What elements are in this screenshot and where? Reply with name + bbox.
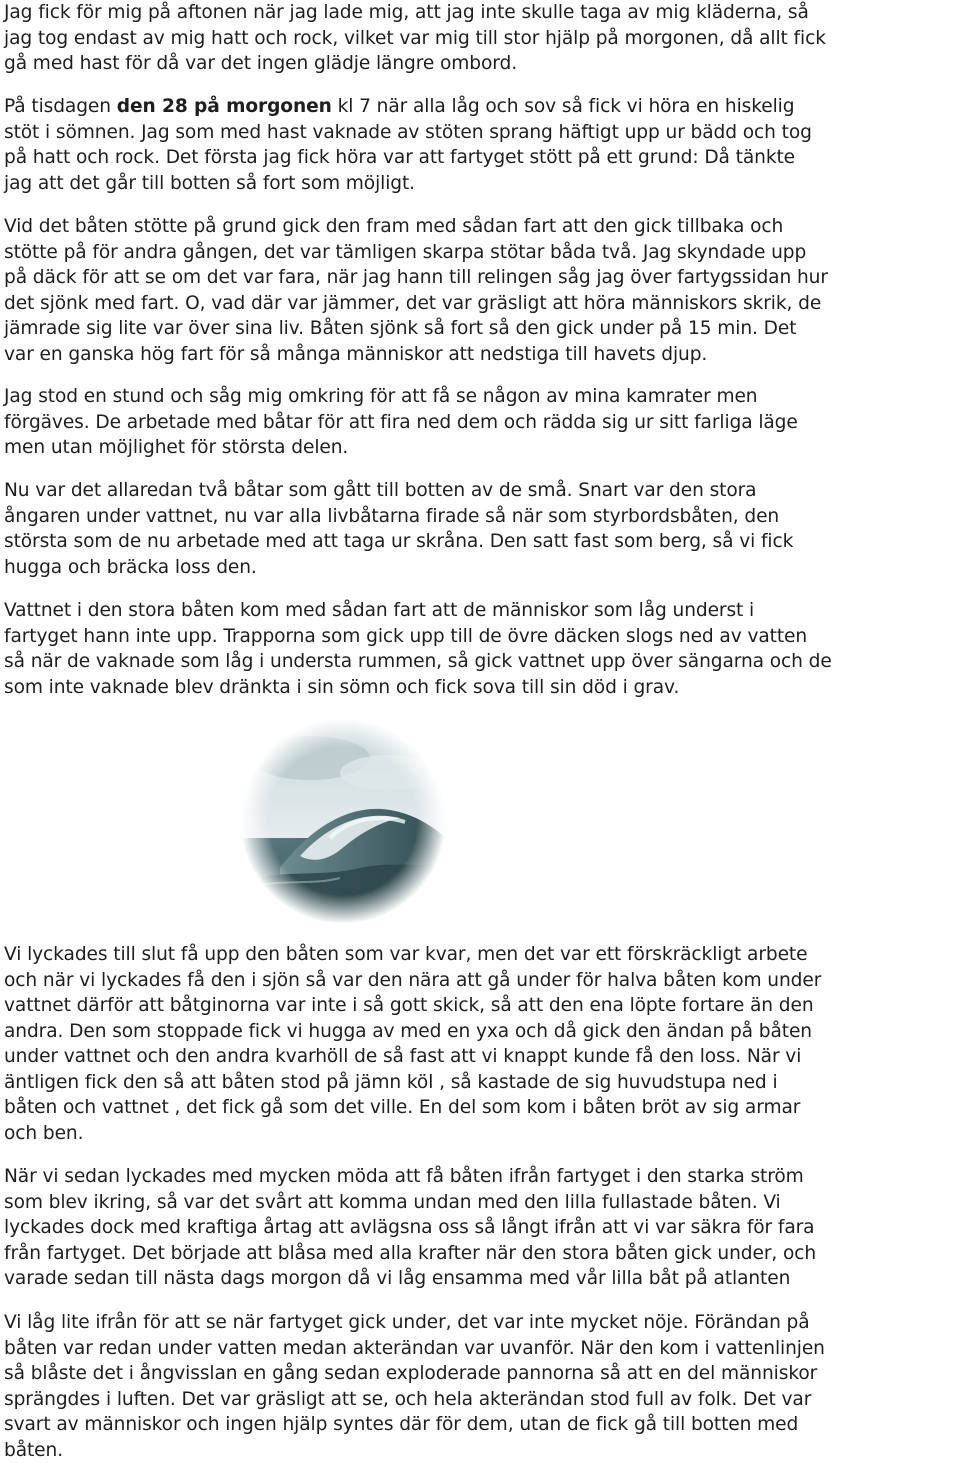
text-line: under vattnet och den andra kvarhöll de så fast att vi knappt kunde få den loss. När vi xyxy=(4,1044,958,1070)
paragraph-7 xyxy=(4,942,958,1146)
paragraph-1 xyxy=(4,0,958,77)
text-line: båten. xyxy=(4,1438,958,1463)
text-line: fartyget hann inte upp. Trapporna som gick upp till de övre däcken slogs ned av vatten xyxy=(4,624,958,650)
text-line: vattnet därför att båtginorna var inte i så gott skick, så att den ena löpte fortare än den xyxy=(4,993,958,1019)
text-line: ångaren under vattnet, nu var alla livbåtarna firade så när som styrbordsbåten, den xyxy=(4,504,958,530)
text-line: jag att det går till botten så fort som möjligt. xyxy=(4,171,958,197)
text-line: lyckades dock med kraftiga årtag att avlägsna oss så långt ifrån att vi var säkra för fara xyxy=(4,1215,958,1241)
text-line: jämrade sig lite var över sina liv. Båten sjönk så fort så den gick under på 15 min. Det xyxy=(4,316,958,342)
text-line: Nu var det allaredan två båtar som gått till botten av de små. Snart var den stora xyxy=(4,478,958,504)
text-line: så när de vaknade som låg i understa rummen, så gick vattnet upp över sängarna och de xyxy=(4,649,958,675)
text-line: äntligen fick den så att båten stod på jämn köl , så kastade de sig huvudstupa ned i xyxy=(4,1070,958,1096)
paragraph-5 xyxy=(4,478,958,580)
text-line: Vi lyckades till slut få upp den båten som var kvar, men det var ett förskräckligt arbete xyxy=(4,942,958,968)
text-line: från fartyget. Det började att blåsa med alla krafter när den stora båten gick under, och xyxy=(4,1241,958,1267)
text-line: Jag fick för mig på aftonen när jag lade mig, att jag inte skulle taga av mig kläderna, så xyxy=(4,0,958,26)
text-line: och ben. xyxy=(4,1121,958,1147)
text-line: var en ganska hög fart för så många människor att nedstiga till havets djup. xyxy=(4,342,958,368)
text-line: gå med hast för då var det ingen glädje längre ombord. xyxy=(4,51,958,77)
text-line: på hatt och rock. Det första jag fick höra var att fartyget stött på ett grund: Då tänkte xyxy=(4,145,958,171)
text-line: jag tog endast av mig hatt och rock, vilket var mig till stor hjälp på morgonen, då allt fick xyxy=(4,26,958,52)
text-line: båten var redan under vatten medan akterändan var uvanför. När den kom i vattenlinjen xyxy=(4,1336,958,1362)
text-line: största som de nu arbetade med att taga ur skråna. Den satt fast som berg, så vi fick xyxy=(4,529,958,555)
text-line: som blev ikring, så var det svårt att komma undan med den lilla fullastade båten. Vi xyxy=(4,1190,958,1216)
text-line: Vattnet i den stora båten kom med sådan fart att de människor som låg underst i xyxy=(4,598,958,624)
paragraph-3 xyxy=(4,214,958,367)
text-line: det sjönk med fart. O, vad där var jämmer, det var gräsligt att höra människors skrik, de xyxy=(4,291,958,317)
text-run: På tisdagen xyxy=(4,96,117,117)
paragraph-8 xyxy=(4,1164,958,1292)
text-line: båten och vattnet , det fick gå som det ville. En del som kom i båten bröt av sig armar xyxy=(4,1095,958,1121)
text-line: andra. Den som stoppade fick vi hugga av med en yxa och då gick den ändan på båten xyxy=(4,1019,958,1045)
text-line: som inte vaknade blev dränkta i sin sömn och fick sova till sin död i grav. xyxy=(4,675,958,701)
text-line: När vi sedan lyckades med mycken möda att få båten ifrån fartyget i den starka ström xyxy=(4,1164,958,1190)
text-line: varade sedan till nästa dags morgon då vi låg ensamma med vår lilla båt på atlanten xyxy=(4,1266,958,1292)
text-line: Vid det båten stötte på grund gick den fram med sådan fart att den gick tillbaka och xyxy=(4,214,958,240)
bold-date-phrase: den 28 på morgonen xyxy=(117,96,332,117)
text-run: kl 7 när alla låg och sov så fick vi höra en hiskelig xyxy=(332,96,795,117)
text-line xyxy=(4,94,958,120)
text-line: svart av människor och ingen hjälp syntes där för dem, utan de fick gå till botten med xyxy=(4,1412,958,1438)
ocean-wave-vignette-icon xyxy=(240,718,446,924)
text-line: stötte på för andra gången, det var tämligen skarpa stötar båda två. Jag skyndade upp xyxy=(4,240,958,266)
paragraph-4 xyxy=(4,384,958,461)
text-line: hugga och bräcka loss den. xyxy=(4,555,958,581)
text-line: sprängdes i luften. Det var gräsligt att se, och hela akterändan stod full av folk. Det var xyxy=(4,1387,958,1413)
text-line: på däck för att se om det var fara, när jag hann till relingen såg jag över fartygssidan hur xyxy=(4,265,958,291)
text-line: Vi låg lite ifrån för att se när fartyget gick under, det var inte mycket nöje. Förändan på xyxy=(4,1310,958,1336)
text-line: och när vi lyckades få den i sjön så var den nära att gå under för halva båten kom under xyxy=(4,968,958,994)
paragraph-6 xyxy=(4,598,958,700)
paragraph-9 xyxy=(4,1310,958,1463)
text-line: förgäves. De arbetade med båtar för att fira ned dem och rädda sig ur sitt farliga läge xyxy=(4,410,958,436)
text-line: Jag stod en stund och såg mig omkring för att få se någon av mina kamrater men xyxy=(4,384,958,410)
text-line: men utan möjlighet för största delen. xyxy=(4,435,958,461)
text-line: stöt i sömnen. Jag som med hast vaknade av stöten sprang häftigt upp ur bädd och tog xyxy=(4,120,958,146)
paragraph-2 xyxy=(4,94,958,196)
text-line: så blåste det i ångvisslan en gång sedan exploderade pannorna så att en del människor xyxy=(4,1361,958,1387)
